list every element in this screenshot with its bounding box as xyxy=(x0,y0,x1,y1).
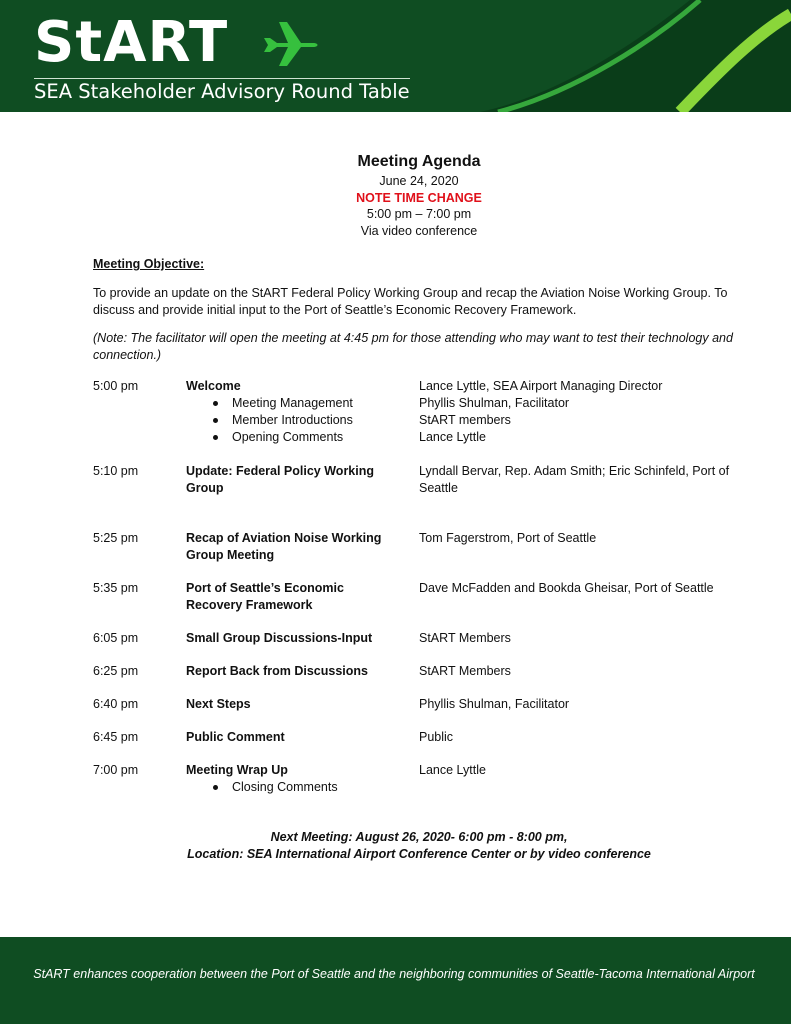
brand-divider xyxy=(34,78,410,79)
bullet-icon xyxy=(213,435,218,440)
agenda-presenter: StART Members xyxy=(419,664,511,678)
brand-logo-text: StART xyxy=(34,10,229,75)
meeting-venue: Via video conference xyxy=(360,223,478,238)
subitem-label: Member Introductions xyxy=(232,413,353,427)
agenda-presenter: Lyndall Bervar, Rep. Adam Smith; Eric Schinfeld, Port of Seattle xyxy=(419,464,730,495)
agenda-topic: Small Group Discussions-Input xyxy=(186,631,373,645)
subitem-label: Closing Comments xyxy=(232,780,338,794)
page-title: Meeting Agenda xyxy=(357,153,481,170)
brand-subtitle: SEA Stakeholder Advisory Round Table xyxy=(34,80,410,103)
agenda-topic: Next Steps xyxy=(186,697,251,711)
agenda-subitem-presenters xyxy=(419,395,569,446)
objective-text: To provide an update on the StART Federal Policy Working Group and recap the Aviation Noise Working Group. To discuss and provide initial input to the Port of Seattle’s Economic Recovery Framework. xyxy=(93,286,728,317)
footer-banner xyxy=(0,937,791,1024)
agenda-topic: Recap of Aviation Noise Working Group Meeting xyxy=(186,531,382,562)
agenda-presenter: Phyllis Shulman, Facilitator xyxy=(419,697,570,711)
agenda-time: 6:45 pm xyxy=(93,730,139,744)
next-meeting-date: Next Meeting: August 26, 2020- 6:00 pm - 8:00 pm, xyxy=(270,830,568,844)
agenda-subitems xyxy=(213,395,353,446)
next-meeting-location: Location: SEA International Airport Conference Center or by video conference xyxy=(187,847,651,861)
subitem-presenter: Phyllis Shulman, Facilitator xyxy=(419,396,570,410)
subitem-presenter: Lance Lyttle xyxy=(419,430,486,444)
agenda-time: 6:40 pm xyxy=(93,697,139,711)
agenda-topic: Public Comment xyxy=(186,730,285,744)
agenda-presenter: StART Members xyxy=(419,631,511,645)
bullet-icon xyxy=(213,418,218,423)
agenda-heading xyxy=(0,152,791,239)
airplane-icon xyxy=(258,20,320,68)
facilitator-note: (Note: The facilitator will open the meeting at 4:45 pm for those attending who may want to test their technology and connection.) xyxy=(93,331,733,362)
agenda-subitems xyxy=(213,779,338,796)
agenda-topic: Meeting Wrap Up xyxy=(186,763,288,777)
header-banner xyxy=(0,0,791,112)
agenda-subitem xyxy=(213,412,353,429)
next-meeting xyxy=(0,829,791,863)
footer-tagline: StART enhances cooperation between the Port of Seattle and the neighboring communities of Seattle-Tacoma International Airport xyxy=(33,967,755,981)
agenda-presenter: Dave McFadden and Bookda Gheisar, Port of Seattle xyxy=(419,581,714,595)
bullet-icon xyxy=(213,401,218,406)
meeting-date: June 24, 2020 xyxy=(379,174,459,188)
agenda-topic: Update: Federal Policy Working Group xyxy=(186,464,375,495)
agenda-subitem xyxy=(213,429,353,446)
agenda-topic: Port of Seattle’s Economic Recovery Framework xyxy=(186,581,344,612)
objective-label: Meeting Objective: xyxy=(93,257,205,271)
bullet-icon xyxy=(213,785,218,790)
agenda-time: 5:35 pm xyxy=(93,581,139,595)
agenda-time: 6:05 pm xyxy=(93,631,139,645)
agenda-subitem xyxy=(213,395,353,412)
subitem-presenter: StART members xyxy=(419,413,511,427)
agenda-presenter: Lance Lyttle, SEA Airport Managing Director xyxy=(419,379,663,393)
agenda-time: 5:10 pm xyxy=(93,464,139,478)
meeting-time: 5:00 pm – 7:00 pm xyxy=(366,207,472,221)
agenda-time: 7:00 pm xyxy=(93,763,139,777)
agenda-time: 5:00 pm xyxy=(93,379,139,393)
agenda-presenter: Tom Fagerstrom, Port of Seattle xyxy=(419,531,597,545)
agenda-topic: Welcome xyxy=(186,379,241,393)
agenda-time: 6:25 pm xyxy=(93,664,139,678)
agenda-subitem xyxy=(213,779,338,796)
agenda-presenter: Public xyxy=(419,730,454,744)
subitem-label: Meeting Management xyxy=(232,396,353,410)
agenda-time: 5:25 pm xyxy=(93,531,139,545)
agenda-topic: Report Back from Discussions xyxy=(186,664,368,678)
agenda-presenter: Lance Lyttle xyxy=(419,763,486,777)
time-change-notice: NOTE TIME CHANGE xyxy=(356,190,482,205)
subitem-label: Opening Comments xyxy=(232,430,344,444)
